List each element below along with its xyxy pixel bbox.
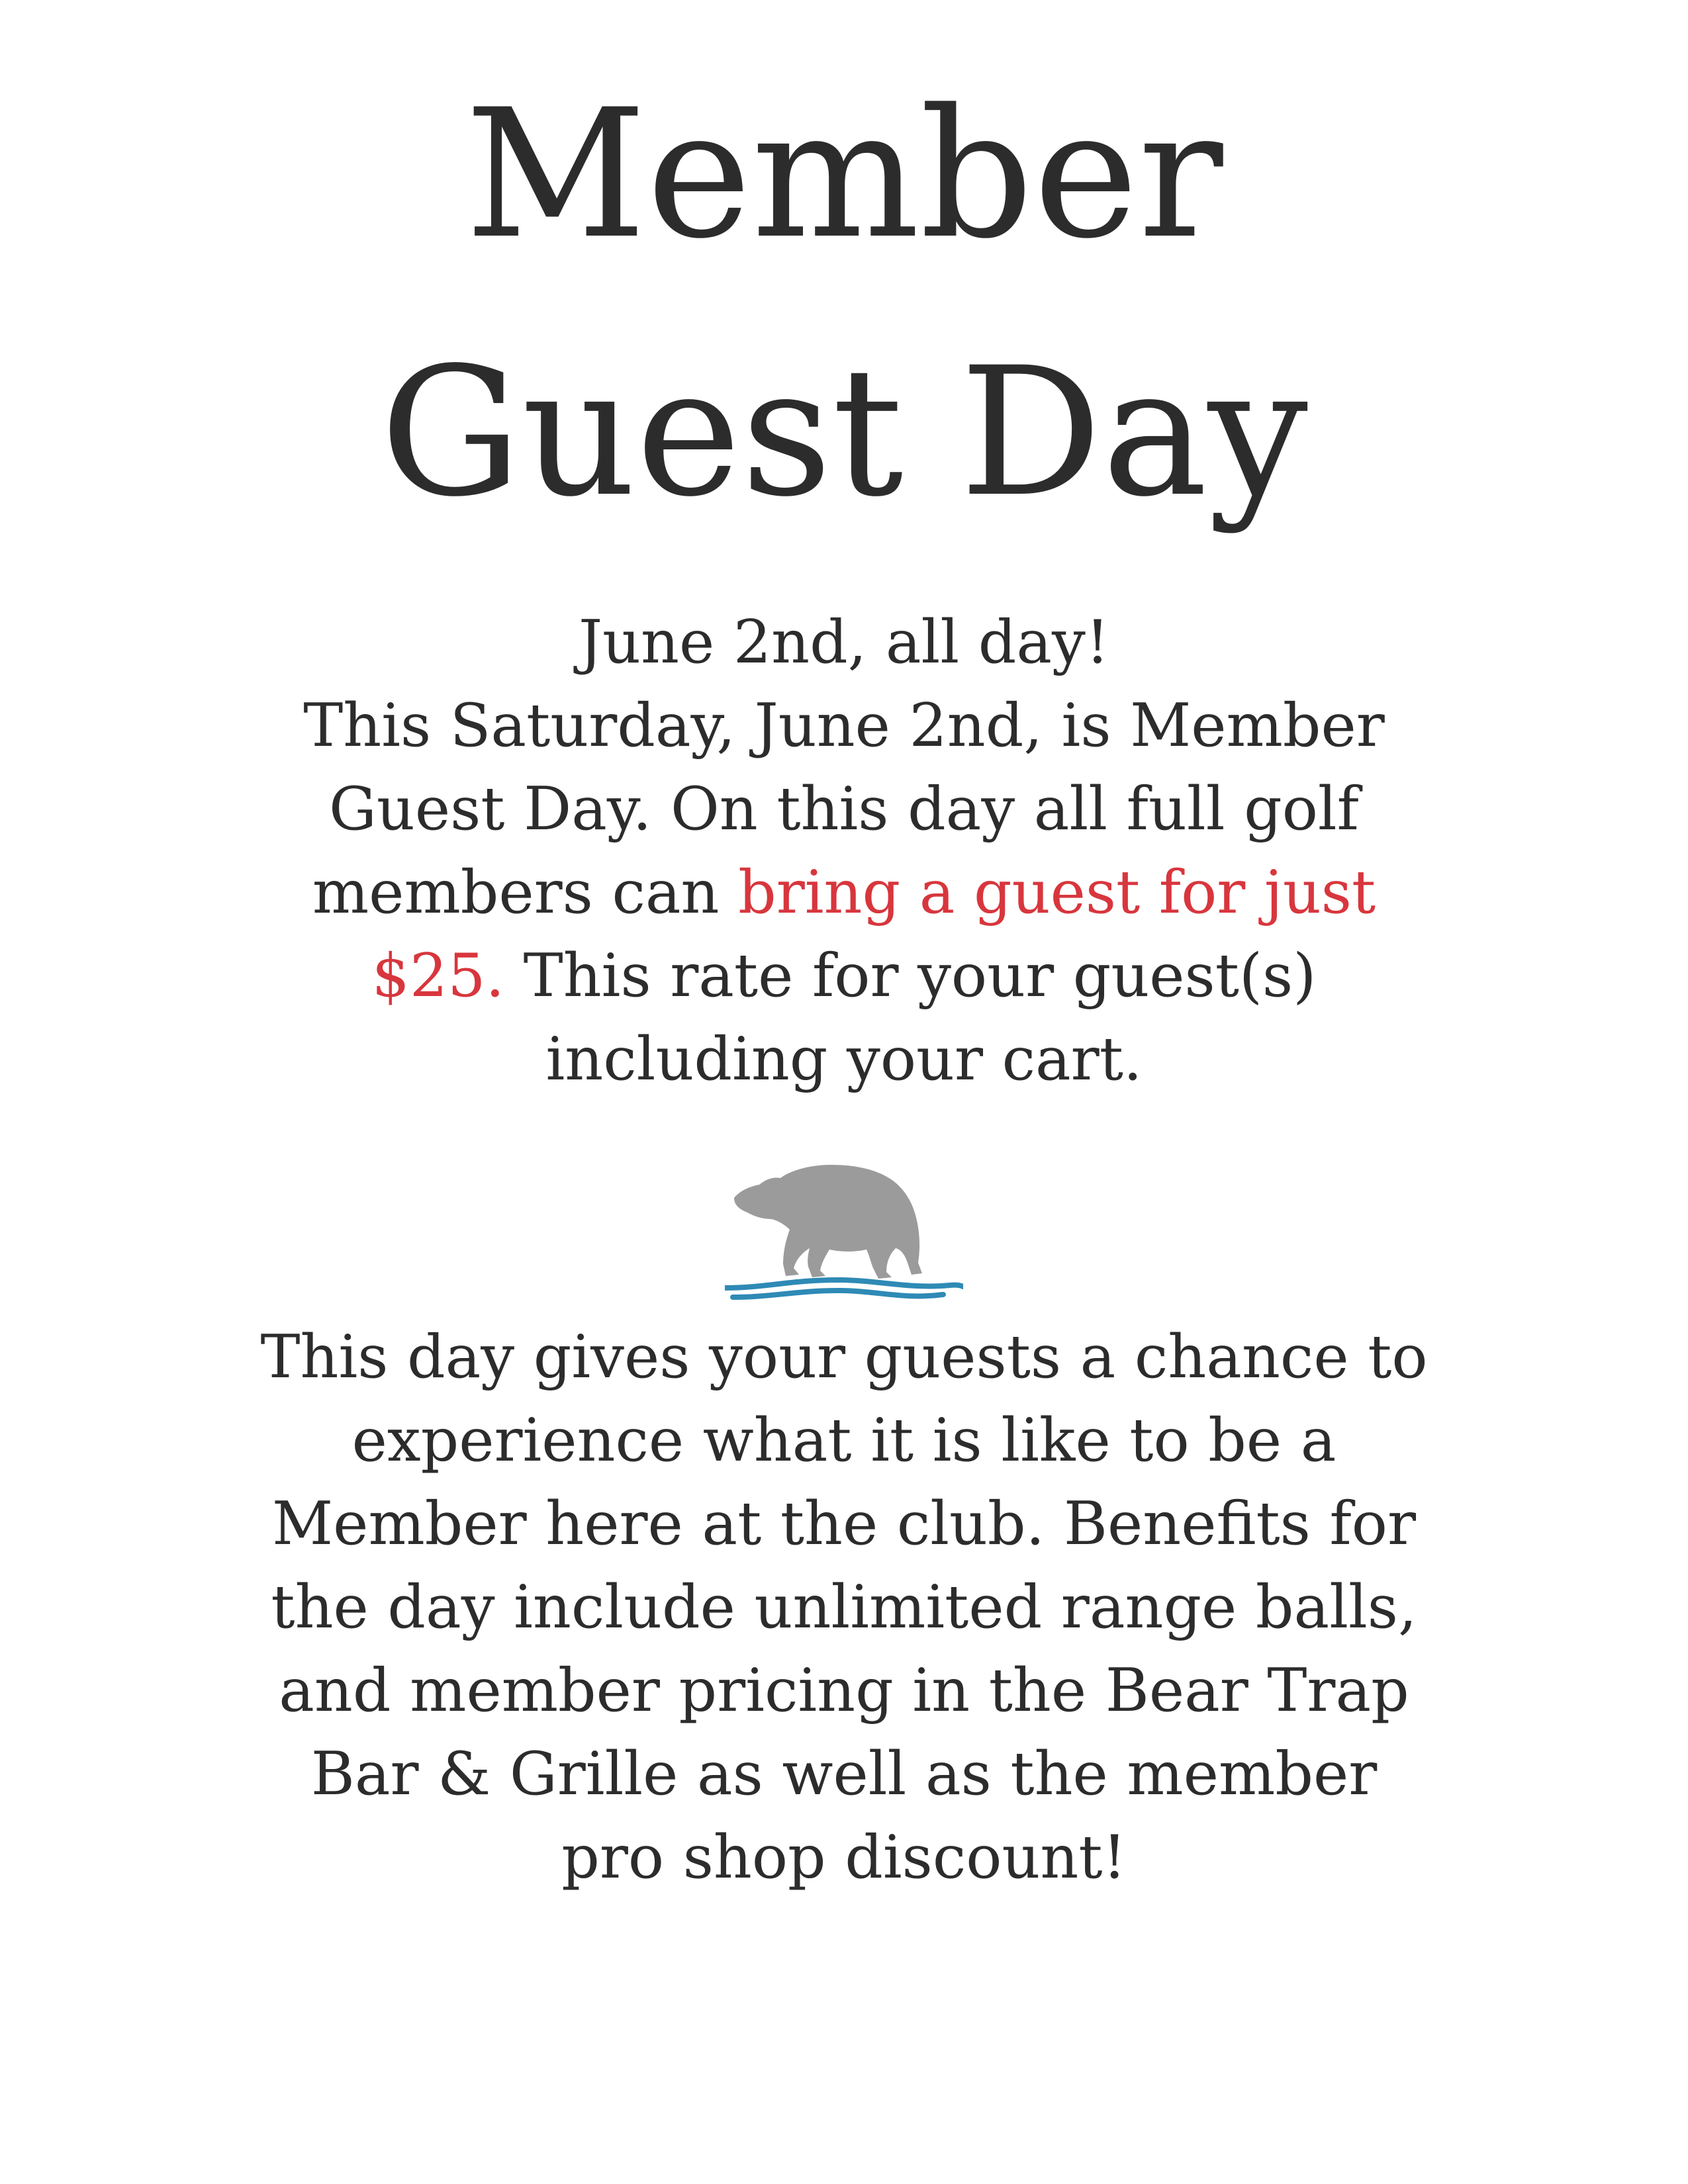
intro-line-3: Guest Day. On this day all full golf	[329, 774, 1359, 844]
benefits-line: pro shop discount!	[561, 1823, 1127, 1892]
wave-top	[725, 1280, 963, 1288]
guest-offer-highlight: bring a guest for just	[738, 858, 1376, 927]
benefits-line: Bar & Grille as well as the member	[310, 1739, 1378, 1809]
benefits-line: and member pricing in the Bear Trap	[279, 1656, 1409, 1725]
bear-on-waves-icon	[725, 1150, 963, 1302]
benefits-line: experience what it is like to be a	[352, 1406, 1336, 1475]
intro-line-2: This Saturday, June 2nd, is Member	[303, 691, 1385, 760]
page-title-line-1: Member	[465, 71, 1223, 278]
event-date-line: June 2nd, all day!	[578, 608, 1110, 677]
intro-line-4-text: members can	[312, 858, 739, 927]
benefits-line: This day gives your guests a chance to	[260, 1322, 1428, 1392]
intro-line-6: including your cart.	[545, 1024, 1143, 1094]
intro-paragraph	[281, 601, 1407, 1101]
benefits-line: the day include unlimited range balls,	[271, 1572, 1417, 1642]
intro-line-5	[281, 934, 1407, 1018]
intro-line-5-text: This rate for your guest(s)	[504, 941, 1317, 1011]
intro-line-4	[281, 851, 1407, 934]
benefits-line: Member here at the club. Benefits for	[272, 1489, 1416, 1559]
page-title-line-2: Guest Day	[380, 330, 1308, 536]
bear-silhouette	[734, 1165, 922, 1279]
wave-bottom	[733, 1291, 943, 1297]
benefits-paragraph	[248, 1316, 1440, 1899]
guest-price-highlight: $25.	[371, 941, 505, 1011]
